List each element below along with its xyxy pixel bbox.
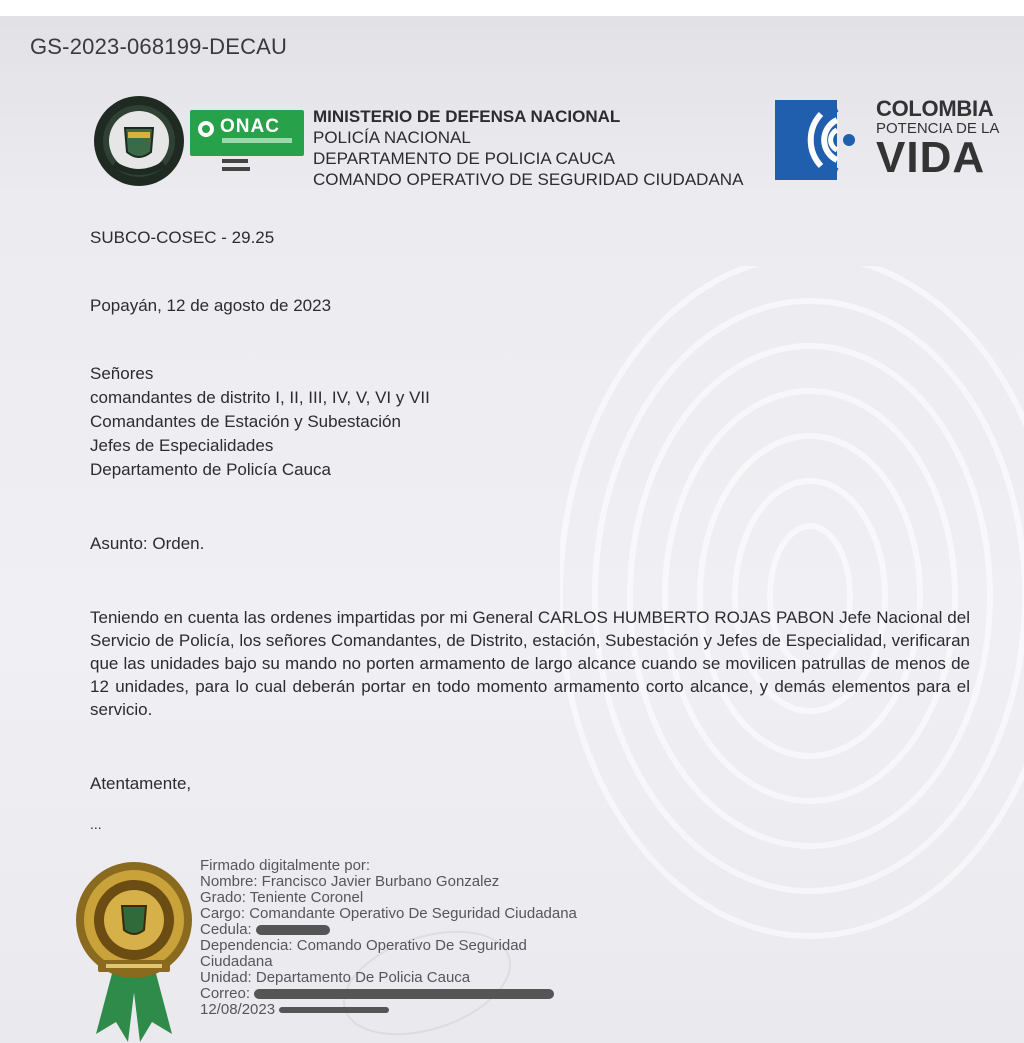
- document-id: GS-2023-068199-DECAU: [30, 34, 288, 59]
- recipient-line: comandantes de distrito I, II, III, IV, V, VI y VII: [90, 388, 430, 407]
- header-line: DEPARTAMENTO DE POLICIA CAUCA: [313, 149, 615, 168]
- signature-id-label: Cedula:: [200, 921, 252, 938]
- brand-line: POTENCIA DE LA: [876, 120, 1000, 137]
- header-line: POLICÍA NACIONAL: [313, 128, 471, 147]
- signature-unit: Unidad: Departamento De Policia Cauca: [200, 969, 471, 986]
- header-line: COMANDO OPERATIVO DE SEGURIDAD CIUDADANA: [313, 170, 744, 189]
- signature-dependency: Dependencia: Comando Operativo De Seguridad: [200, 937, 527, 954]
- recipient-line: Jefes de Especialidades: [90, 436, 274, 455]
- institution-header: [313, 106, 743, 190]
- recipients-block: [90, 362, 430, 482]
- signature-line: Firmado digitalmente por:: [200, 857, 371, 874]
- signature-id-row: [200, 922, 577, 938]
- signature-rank: Grado: Teniente Coronel: [200, 889, 364, 906]
- colombia-brand: [876, 96, 1000, 182]
- signature-timestamp-row: [200, 1002, 577, 1018]
- signature-position: Cargo: Comandante Operativo De Seguridad Ciudadana: [200, 905, 577, 922]
- signature-timestamp: 12/08/2023: [200, 1001, 276, 1018]
- header-line: MINISTERIO DE DEFENSA NACIONAL: [313, 107, 621, 126]
- signature-block: [200, 858, 577, 1018]
- redaction-scribble: [254, 989, 554, 999]
- onac-badge: [190, 110, 304, 156]
- brand-line: COLOMBIA: [876, 96, 994, 121]
- closing-line: Atentamente,: [90, 774, 192, 793]
- onac-logo-icon: [198, 121, 214, 137]
- document-page: [0, 16, 1024, 1043]
- digital-signature-seal-icon: [74, 856, 194, 1043]
- brand-line: VIDA: [876, 133, 986, 182]
- recipient-line: Señores: [90, 364, 154, 383]
- recipient-line: Comandantes de Estación y Subestación: [90, 412, 401, 431]
- reference-number: SUBCO-COSEC - 29.25: [90, 228, 275, 247]
- police-crest-icon: [92, 94, 186, 188]
- onac-code: [222, 159, 248, 163]
- signature-name: Nombre: Francisco Javier Burbano Gonzalez: [200, 873, 500, 890]
- colombia-brand-icon: [775, 100, 857, 180]
- signature-email-row: [200, 986, 577, 1002]
- onac-label: ONAC: [220, 116, 280, 137]
- redaction-scribble: [279, 1007, 389, 1013]
- order-paragraph: Teniendo en cuenta las ordenes impartidas por mi General CARLOS HUMBERTO ROJAS PABON Jefe Nacional del Servicio de Policía, los señores Comandantes, de Distrito, estación, Subestación y Jefes de Especialidad, verificaran que las unidades bajo su mando no porten armamento de largo alcance cuando se movilicen patrullas de menos de 12 unidades, para lo cual deberán portar en todo momento armamento corto alcance, y demás elementos para el servicio.: [90, 608, 970, 719]
- signature-email-label: Correo:: [200, 985, 251, 1002]
- signature-dependency-cont: Ciudadana: [200, 953, 273, 970]
- onac-code: [222, 167, 250, 171]
- subject-line: Asunto: Orden.: [90, 534, 205, 553]
- document-date: Popayán, 12 de agosto de 2023: [90, 296, 332, 315]
- redaction-scribble: [256, 925, 330, 935]
- recipient-line: Departamento de Policía Cauca: [90, 460, 331, 479]
- ellipsis: ...: [90, 816, 102, 832]
